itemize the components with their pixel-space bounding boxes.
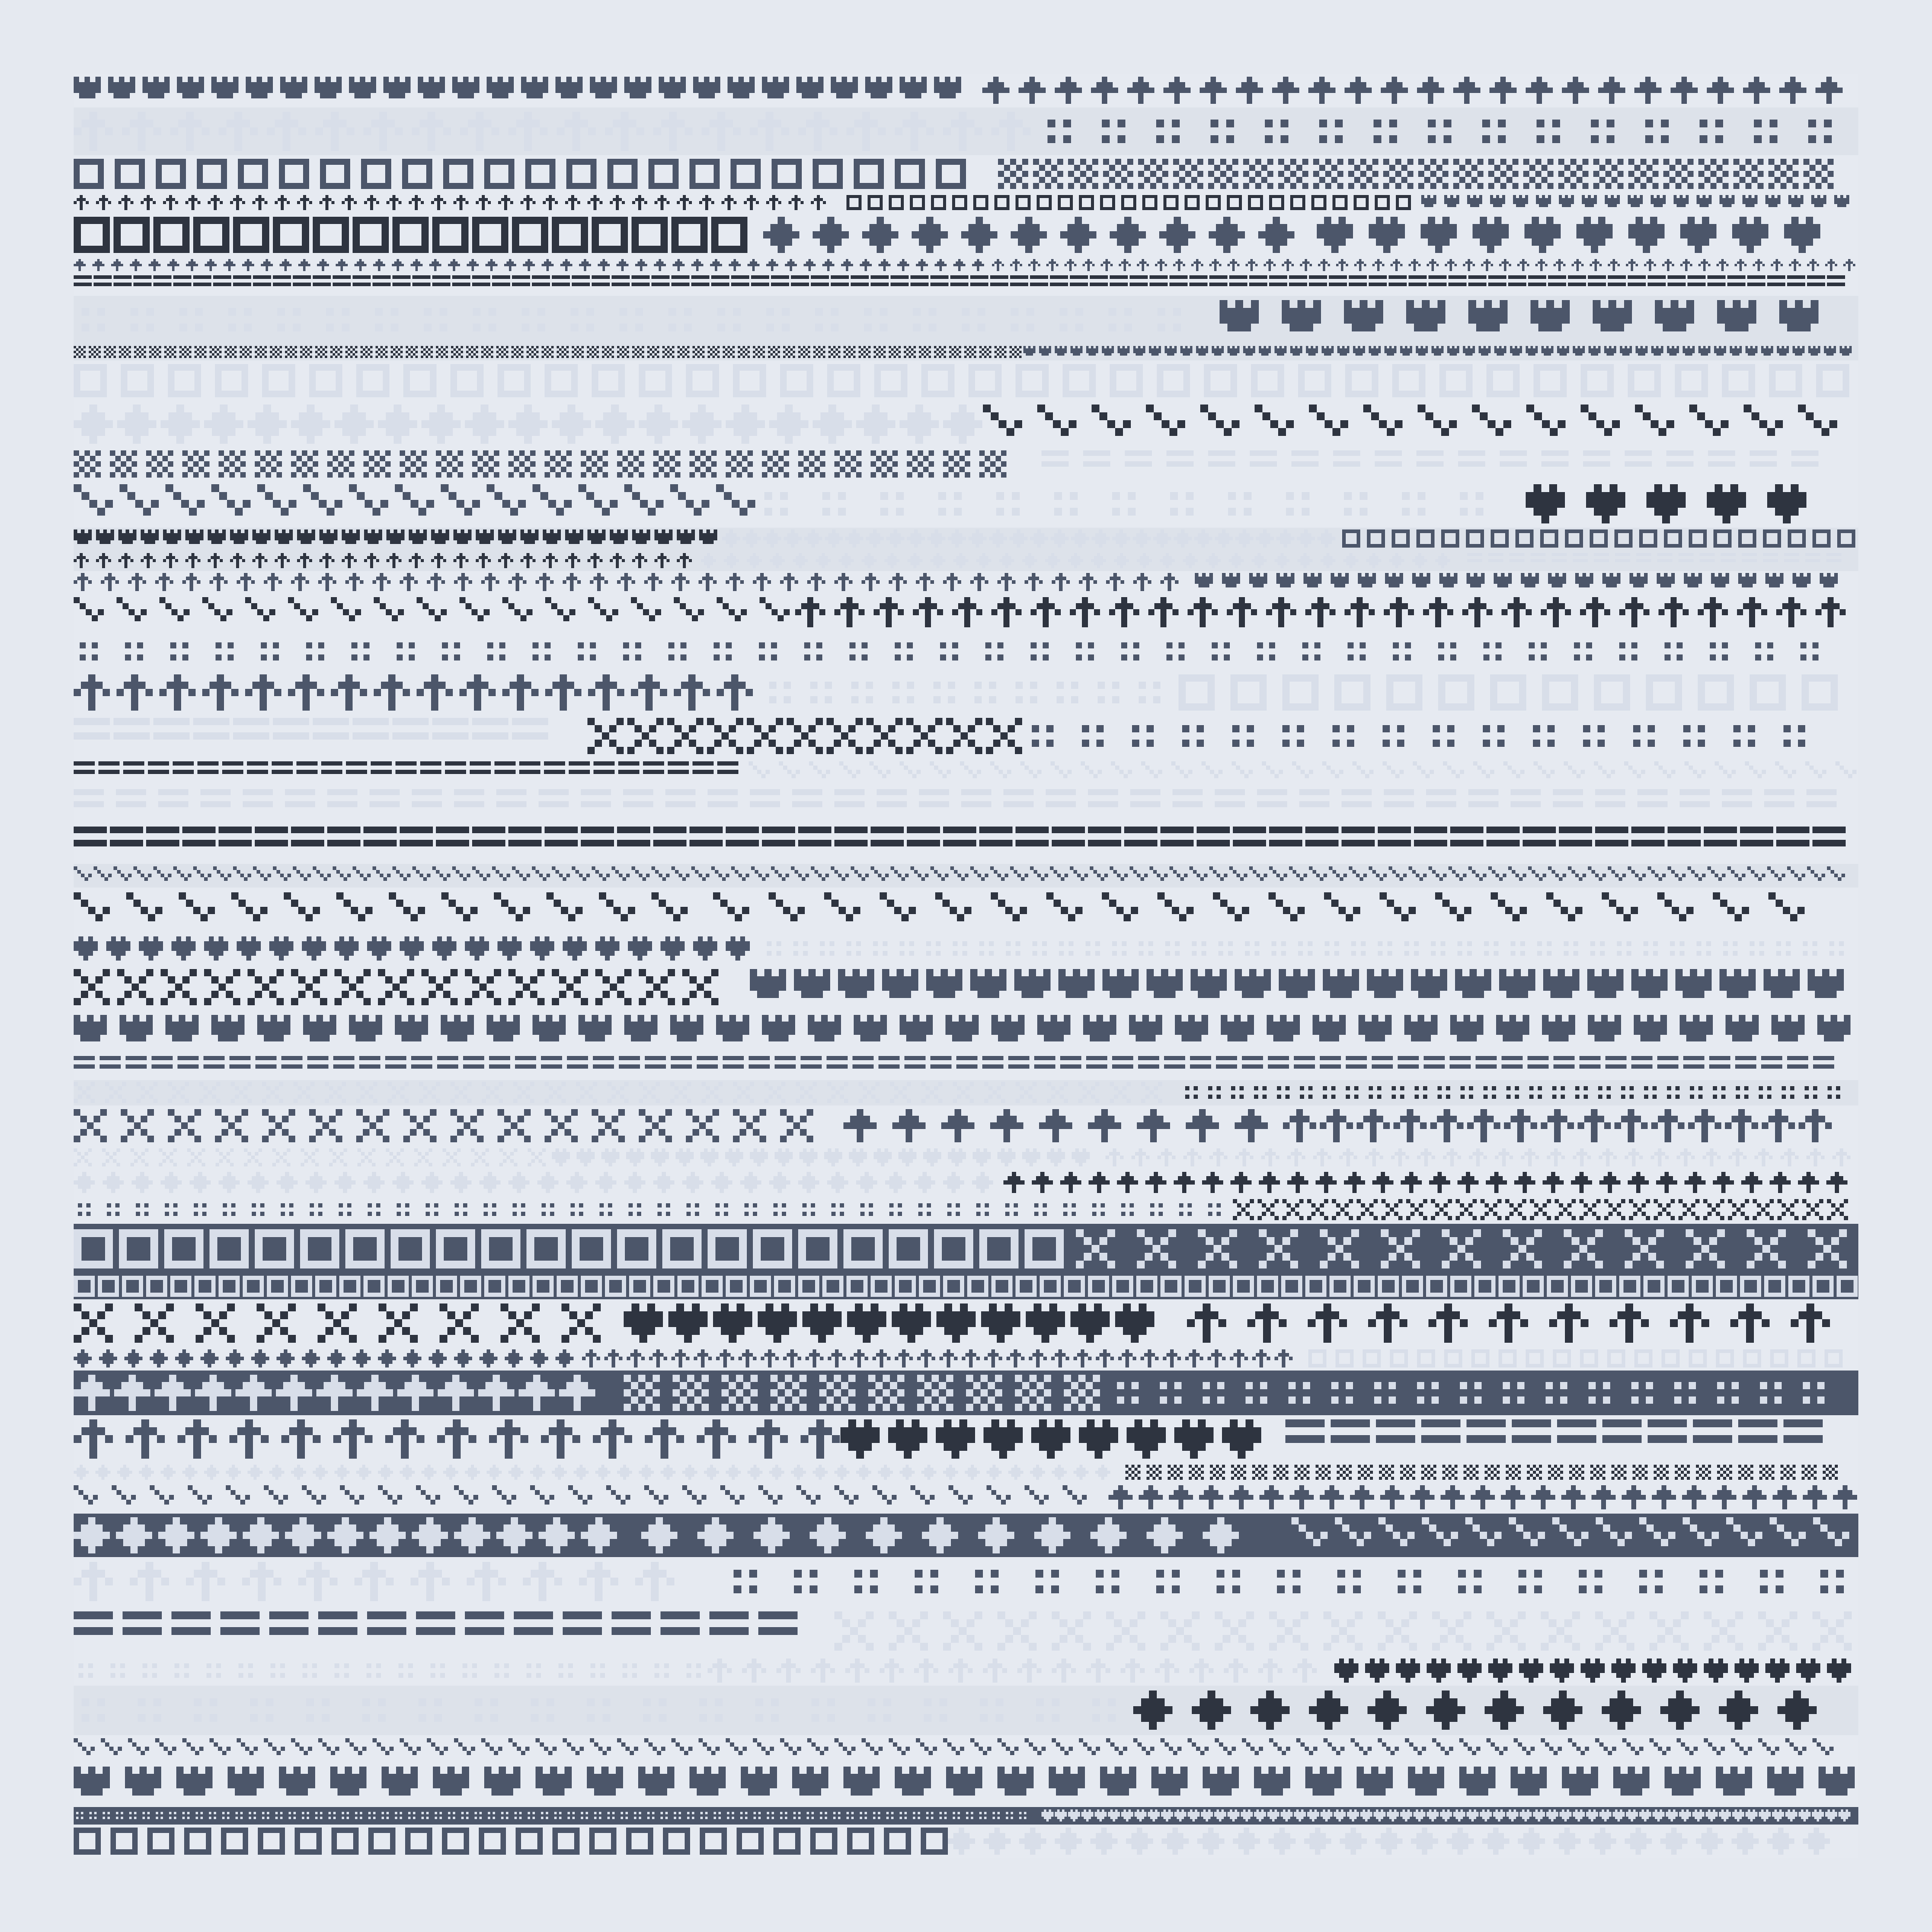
stripe-icon	[1041, 450, 1818, 467]
pattern-band	[74, 714, 1858, 758]
pattern-band	[74, 1514, 1858, 1557]
pattern-band	[74, 1105, 1858, 1146]
pattern-band	[74, 671, 1858, 714]
pattern-band	[74, 1299, 1858, 1347]
pattern-band-art	[74, 273, 1858, 296]
pattern-band-art	[74, 933, 1858, 964]
pattern-band	[74, 964, 1858, 1010]
diamond-icon	[74, 1349, 574, 1367]
pattern-band	[74, 1196, 1858, 1224]
pattern-band-art	[74, 193, 1858, 212]
stripe-icon	[74, 789, 1837, 807]
pattern-band-art	[74, 1415, 1858, 1463]
pattern-band	[74, 571, 1858, 593]
pattern-band	[74, 758, 1858, 786]
stripe-icon	[74, 718, 548, 740]
checker-icon	[74, 346, 1022, 358]
pattern-band	[74, 1557, 1858, 1607]
stripe-icon	[1285, 1419, 1823, 1443]
pattern-band	[74, 448, 1858, 481]
cross-stitch-icon	[74, 969, 718, 1005]
arrows-icon	[708, 1659, 1317, 1683]
pattern-band-art	[74, 360, 1858, 401]
checker-icon	[1125, 1465, 1838, 1480]
pattern-band	[74, 360, 1858, 401]
heart-icon	[1317, 217, 1820, 253]
crown-icon	[74, 77, 961, 98]
crown-icon	[74, 1767, 1855, 1796]
pattern-band-art	[74, 481, 1858, 528]
pattern-band	[74, 107, 1858, 155]
diamond-icon	[74, 1172, 993, 1193]
pattern-band	[74, 933, 1858, 964]
checker-icon	[74, 450, 1006, 478]
cross-stitch-icon	[74, 1148, 546, 1166]
pattern-band-art	[74, 1080, 1858, 1105]
pattern-band-art	[74, 528, 1858, 550]
pattern-band	[74, 1686, 1858, 1735]
zigzag-icon	[713, 892, 1805, 921]
pattern-band	[74, 1224, 1858, 1274]
pattern-band	[74, 550, 1858, 571]
pattern-band-art	[74, 1105, 1858, 1146]
pattern-band	[74, 1010, 1858, 1053]
pattern-band-art	[74, 1557, 1858, 1607]
bracket-icon	[74, 217, 747, 253]
dots-icon	[78, 1663, 701, 1678]
pattern-band	[74, 1053, 1858, 1080]
pattern-band	[74, 1655, 1858, 1686]
crown-icon	[1195, 573, 1838, 587]
bracket-icon	[74, 1828, 948, 1855]
zigzag-icon	[983, 405, 1837, 436]
pattern-band-art	[74, 1299, 1858, 1347]
pattern-band-art	[74, 155, 1858, 193]
tree-icon	[1003, 1172, 1847, 1193]
pattern-band-art	[74, 1196, 1858, 1224]
arrows-icon	[1283, 1109, 1832, 1142]
pattern-band-art	[74, 1224, 1858, 1274]
pattern-band-art	[74, 344, 1858, 360]
stripe-icon	[74, 1056, 1834, 1069]
bracket-icon	[1179, 674, 1838, 711]
pattern-band	[74, 888, 1858, 933]
heart-icon	[552, 1148, 1090, 1166]
pattern-band	[74, 528, 1858, 550]
arrows-icon	[74, 195, 826, 210]
pattern-band-art	[74, 550, 1858, 571]
pattern-band-art	[74, 593, 1858, 632]
dots-icon	[1032, 725, 1805, 747]
cross-stitch-icon	[74, 1303, 601, 1343]
checker-icon	[998, 159, 1834, 189]
pattern-band-art	[74, 671, 1858, 714]
tree-icon	[843, 1109, 1268, 1142]
pattern-band	[74, 864, 1858, 888]
arrows-icon	[1187, 1303, 1830, 1343]
pattern-band	[74, 593, 1858, 632]
cross-stitch-icon	[1233, 1199, 1848, 1220]
bracket-icon	[846, 195, 1411, 210]
pattern-band	[74, 74, 1858, 107]
pattern-band	[74, 1463, 1858, 1482]
pattern-band	[74, 296, 1858, 344]
pattern-panel	[74, 74, 1858, 1858]
zigzag-icon	[74, 892, 688, 921]
pattern-band	[74, 632, 1858, 671]
arrows-icon	[795, 597, 1846, 627]
pattern-band-art	[74, 1825, 1858, 1858]
pattern-band-art	[74, 1807, 1858, 1825]
band-fill	[74, 296, 1858, 344]
stripe-icon	[74, 827, 1846, 846]
heart-icon	[1334, 1659, 1851, 1683]
tree-icon	[74, 259, 984, 271]
pattern-band-art	[74, 1371, 1858, 1415]
pattern-band-art	[74, 1169, 1858, 1196]
pattern-band-art	[74, 1463, 1858, 1482]
crown-icon	[1421, 195, 1849, 207]
pattern-band	[74, 1146, 1858, 1169]
pattern-band-art	[74, 1053, 1858, 1080]
pattern-band	[74, 1482, 1858, 1514]
zigzag-icon	[74, 484, 755, 516]
dots-icon	[764, 492, 1483, 516]
bracket-icon	[74, 364, 1849, 397]
heart-icon	[74, 936, 750, 961]
dots-icon	[78, 1203, 1221, 1216]
arrows-icon	[74, 674, 753, 711]
band-fill	[74, 1686, 1858, 1735]
pattern-band-art	[74, 1274, 1858, 1299]
pattern-band-art	[74, 1735, 1858, 1762]
stripe-icon	[74, 275, 1845, 286]
pattern-band	[74, 1735, 1858, 1762]
pattern-band-art	[74, 823, 1858, 864]
pattern-band	[74, 1825, 1858, 1858]
arrows-icon	[992, 259, 1855, 271]
pattern-band-art	[74, 448, 1858, 481]
pattern-band-art	[74, 1146, 1858, 1169]
arrows-icon	[74, 573, 1179, 591]
pattern-band-art	[74, 714, 1858, 758]
pattern-band-art	[74, 401, 1858, 448]
pattern-band	[74, 1274, 1858, 1299]
pattern-band-art	[74, 1482, 1858, 1514]
pattern-band	[74, 1762, 1858, 1807]
pattern-band	[74, 401, 1858, 448]
diamond-icon	[763, 217, 1294, 253]
diamond-icon	[74, 1465, 1110, 1480]
cross-stitch-icon	[834, 1611, 1852, 1651]
zigzag-icon	[74, 1485, 1087, 1505]
diamond-icon	[948, 1828, 1830, 1855]
diamond-icon	[74, 405, 982, 444]
pattern-band	[74, 1807, 1858, 1825]
pattern-band	[74, 1371, 1858, 1415]
pattern-band-art	[74, 632, 1858, 671]
pattern-band	[74, 1347, 1858, 1371]
dots-icon	[767, 941, 1844, 956]
dots-icon	[734, 1570, 1844, 1593]
pattern-band-art	[74, 107, 1858, 155]
pattern-band	[74, 273, 1858, 296]
pattern-band-art	[74, 571, 1858, 593]
bracket-icon	[1308, 1349, 1843, 1367]
pattern-band	[74, 344, 1858, 360]
pattern-band-art	[74, 864, 1858, 888]
bracket-icon	[74, 159, 966, 189]
zigzag-icon	[74, 597, 790, 621]
pattern-band	[74, 1607, 1858, 1655]
pattern-band-art	[74, 258, 1858, 273]
pattern-band-art	[74, 1514, 1858, 1557]
pattern-band-art	[74, 1655, 1858, 1686]
heart-icon	[1526, 484, 1806, 523]
pattern-band-art	[74, 964, 1858, 1010]
tree-icon	[982, 77, 1843, 104]
arrows-icon	[582, 1349, 1293, 1367]
pattern-band	[74, 212, 1858, 258]
heart-icon	[624, 1303, 1154, 1343]
zigzag-icon	[749, 761, 1857, 778]
pattern-rows	[74, 74, 1858, 1858]
pattern-band-art	[74, 1686, 1858, 1735]
pattern-band-art	[74, 212, 1858, 258]
pattern-band	[74, 193, 1858, 212]
tree-icon	[1108, 1485, 1857, 1509]
pattern-band	[74, 1169, 1858, 1196]
pattern-band-art	[74, 888, 1858, 933]
heart-icon	[840, 1419, 1261, 1459]
stripe-icon	[74, 1611, 798, 1635]
cross-stitch-icon	[587, 718, 1022, 754]
pattern-band-art	[74, 1607, 1858, 1655]
arrows-icon	[74, 1419, 840, 1459]
crown-icon	[750, 969, 1844, 998]
zigzag-icon	[74, 1738, 1834, 1755]
pattern-band-art	[74, 1347, 1858, 1371]
pattern-band	[74, 155, 1858, 193]
pattern-band-art	[74, 1010, 1858, 1053]
pattern-band-art	[74, 1762, 1858, 1807]
pattern-band	[74, 258, 1858, 273]
pattern-band-art	[74, 296, 1858, 344]
pattern-band-art	[74, 786, 1858, 823]
dots-icon	[769, 682, 1160, 703]
dots-icon	[80, 642, 1818, 661]
pattern-band	[74, 1080, 1858, 1105]
pattern-band	[74, 481, 1858, 528]
arrows-icon	[74, 1562, 674, 1601]
pattern-band-art	[74, 74, 1858, 107]
pattern-band	[74, 786, 1858, 823]
pattern-band	[74, 823, 1858, 864]
stripe-icon	[74, 761, 738, 774]
band-fill	[74, 1080, 1858, 1105]
pattern-band	[74, 1415, 1858, 1463]
arrows-icon	[1105, 1148, 1850, 1166]
crown-icon	[74, 1015, 1850, 1041]
cross-stitch-icon	[74, 1109, 813, 1142]
pattern-band-art	[74, 758, 1858, 786]
